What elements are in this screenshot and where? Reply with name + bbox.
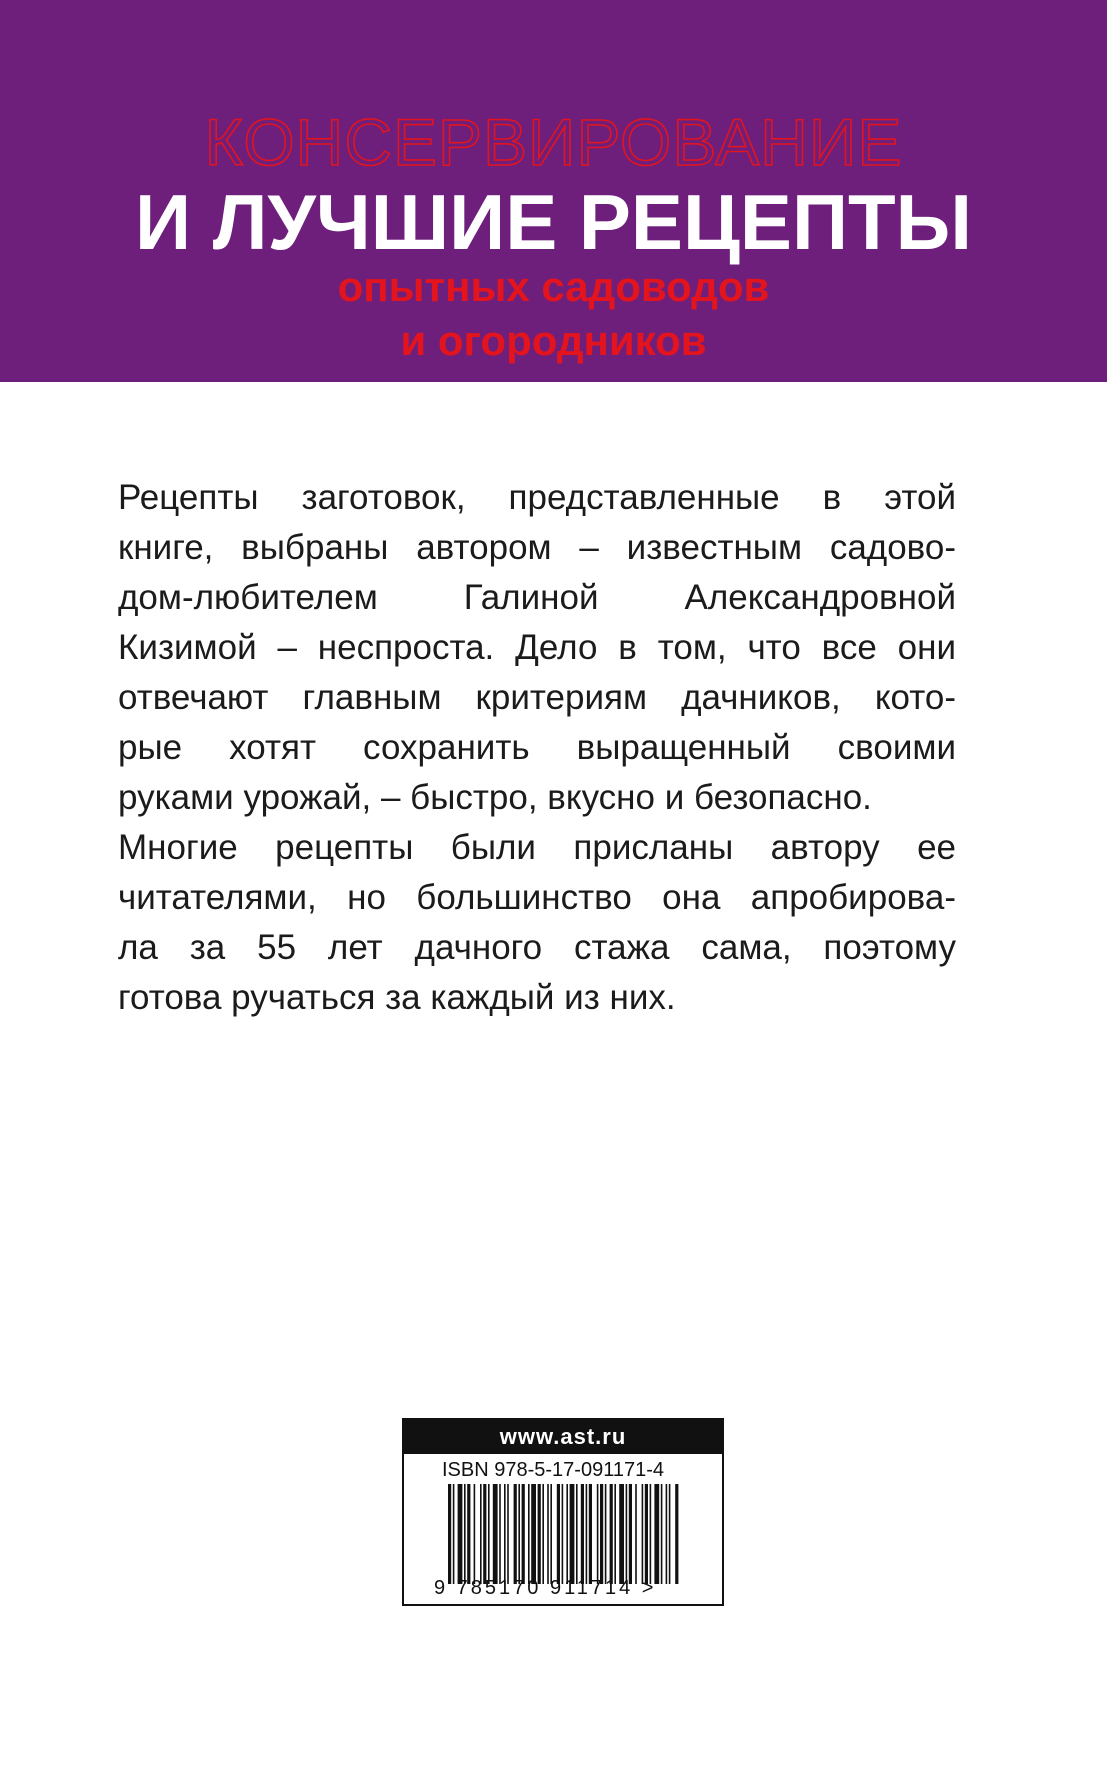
- barcode-bar: [448, 1484, 451, 1584]
- barcode-bar: [499, 1484, 501, 1584]
- barcode-bar: [586, 1484, 588, 1584]
- barcode-digits: 9 785170 911714 >: [434, 1577, 657, 1599]
- barcode-bar: [661, 1484, 663, 1584]
- barcode-bar: [522, 1484, 525, 1584]
- barcode-bar: [605, 1484, 607, 1584]
- barcode-bar: [493, 1484, 498, 1584]
- description-line: дом-любителем Галиной Александровной: [118, 578, 956, 617]
- title-conservation: КОНСЕРВИРОВАНИЕ: [204, 105, 903, 179]
- barcode-bar: [453, 1484, 455, 1584]
- barcode-bar: [597, 1484, 599, 1584]
- description-line: книге, выбраны автором – известным садово-: [118, 528, 956, 567]
- barcode-bar: [464, 1484, 466, 1584]
- description-line: ла за 55 лет дачного стажа сама, поэтому: [118, 928, 956, 967]
- description-line: Рецепты заготовок, представленные в этой: [118, 478, 956, 517]
- subtitle-line-1: опытных садоводов: [337, 263, 770, 310]
- barcode-bar: [581, 1484, 584, 1584]
- title-best-recipes: И ЛУЧШИЕ РЕЦЕПТЫ: [134, 178, 973, 266]
- barcode-image: [448, 1484, 680, 1584]
- description-line: отвечают главным критериям дачников, кото-: [118, 678, 956, 717]
- description-line: читателями, но большинство она апробирова-: [118, 878, 956, 917]
- barcode-bar: [570, 1484, 575, 1584]
- barcode-bar: [458, 1484, 463, 1584]
- barcode-bar: [531, 1484, 536, 1584]
- description-line: готова ручаться за каждый из них.: [118, 978, 676, 1017]
- barcode-bar: [576, 1484, 578, 1584]
- barcode-bar: [614, 1484, 616, 1584]
- barcode-bar: [562, 1484, 564, 1584]
- description-line: рые хотят сохранить выращенный своими: [118, 728, 956, 767]
- barcode-bar: [488, 1484, 490, 1584]
- barcode-bar: [528, 1484, 530, 1584]
- barcode-bar: [619, 1484, 624, 1584]
- barcode-bar: [480, 1484, 482, 1584]
- barcode-block: [402, 1418, 724, 1606]
- barcode-bar: [550, 1484, 552, 1584]
- barcode-bar: [542, 1484, 544, 1584]
- subtitle: [0, 260, 1107, 368]
- barcode-bar: [650, 1484, 652, 1584]
- isbn-number: ISBN 978-5-17-091171-4: [442, 1459, 664, 1481]
- description-line: руками урожай, – быстро, вкусно и безопасно.: [118, 778, 872, 817]
- barcode-bar: [518, 1484, 520, 1584]
- book-description: [118, 473, 956, 1023]
- barcode-bar: [635, 1484, 637, 1584]
- description-line: Многие рецепты были присланы автору ее: [118, 828, 956, 867]
- barcode-bar: [483, 1484, 486, 1584]
- barcode-bar: [504, 1484, 506, 1584]
- barcode-bar: [507, 1484, 509, 1584]
- barcode-bar: [610, 1484, 613, 1584]
- cover-header: [0, 0, 1107, 382]
- barcode-bar: [566, 1484, 568, 1584]
- subtitle-line-2: и огородников: [400, 317, 707, 364]
- barcode-bar: [669, 1484, 671, 1584]
- barcode-bar: [645, 1484, 648, 1584]
- barcode-bar: [467, 1484, 470, 1584]
- barcode-bar: [654, 1484, 659, 1584]
- barcode-bar: [629, 1484, 632, 1584]
- barcode-bar: [474, 1484, 476, 1584]
- barcode-bar: [538, 1484, 541, 1584]
- barcode-bar: [600, 1484, 603, 1584]
- barcode-bar: [675, 1484, 678, 1584]
- barcode-bar: [666, 1484, 668, 1584]
- publisher-url: www.ast.ru: [404, 1420, 722, 1454]
- barcode-bar: [547, 1484, 549, 1584]
- description-line: Кизимой – неспроста. Дело в том, что все они: [118, 628, 956, 667]
- barcode-bar: [589, 1484, 592, 1584]
- barcode-bar: [514, 1484, 517, 1584]
- barcode-bar: [626, 1484, 628, 1584]
- barcode-bar: [642, 1484, 644, 1584]
- barcode-bar: [557, 1484, 560, 1584]
